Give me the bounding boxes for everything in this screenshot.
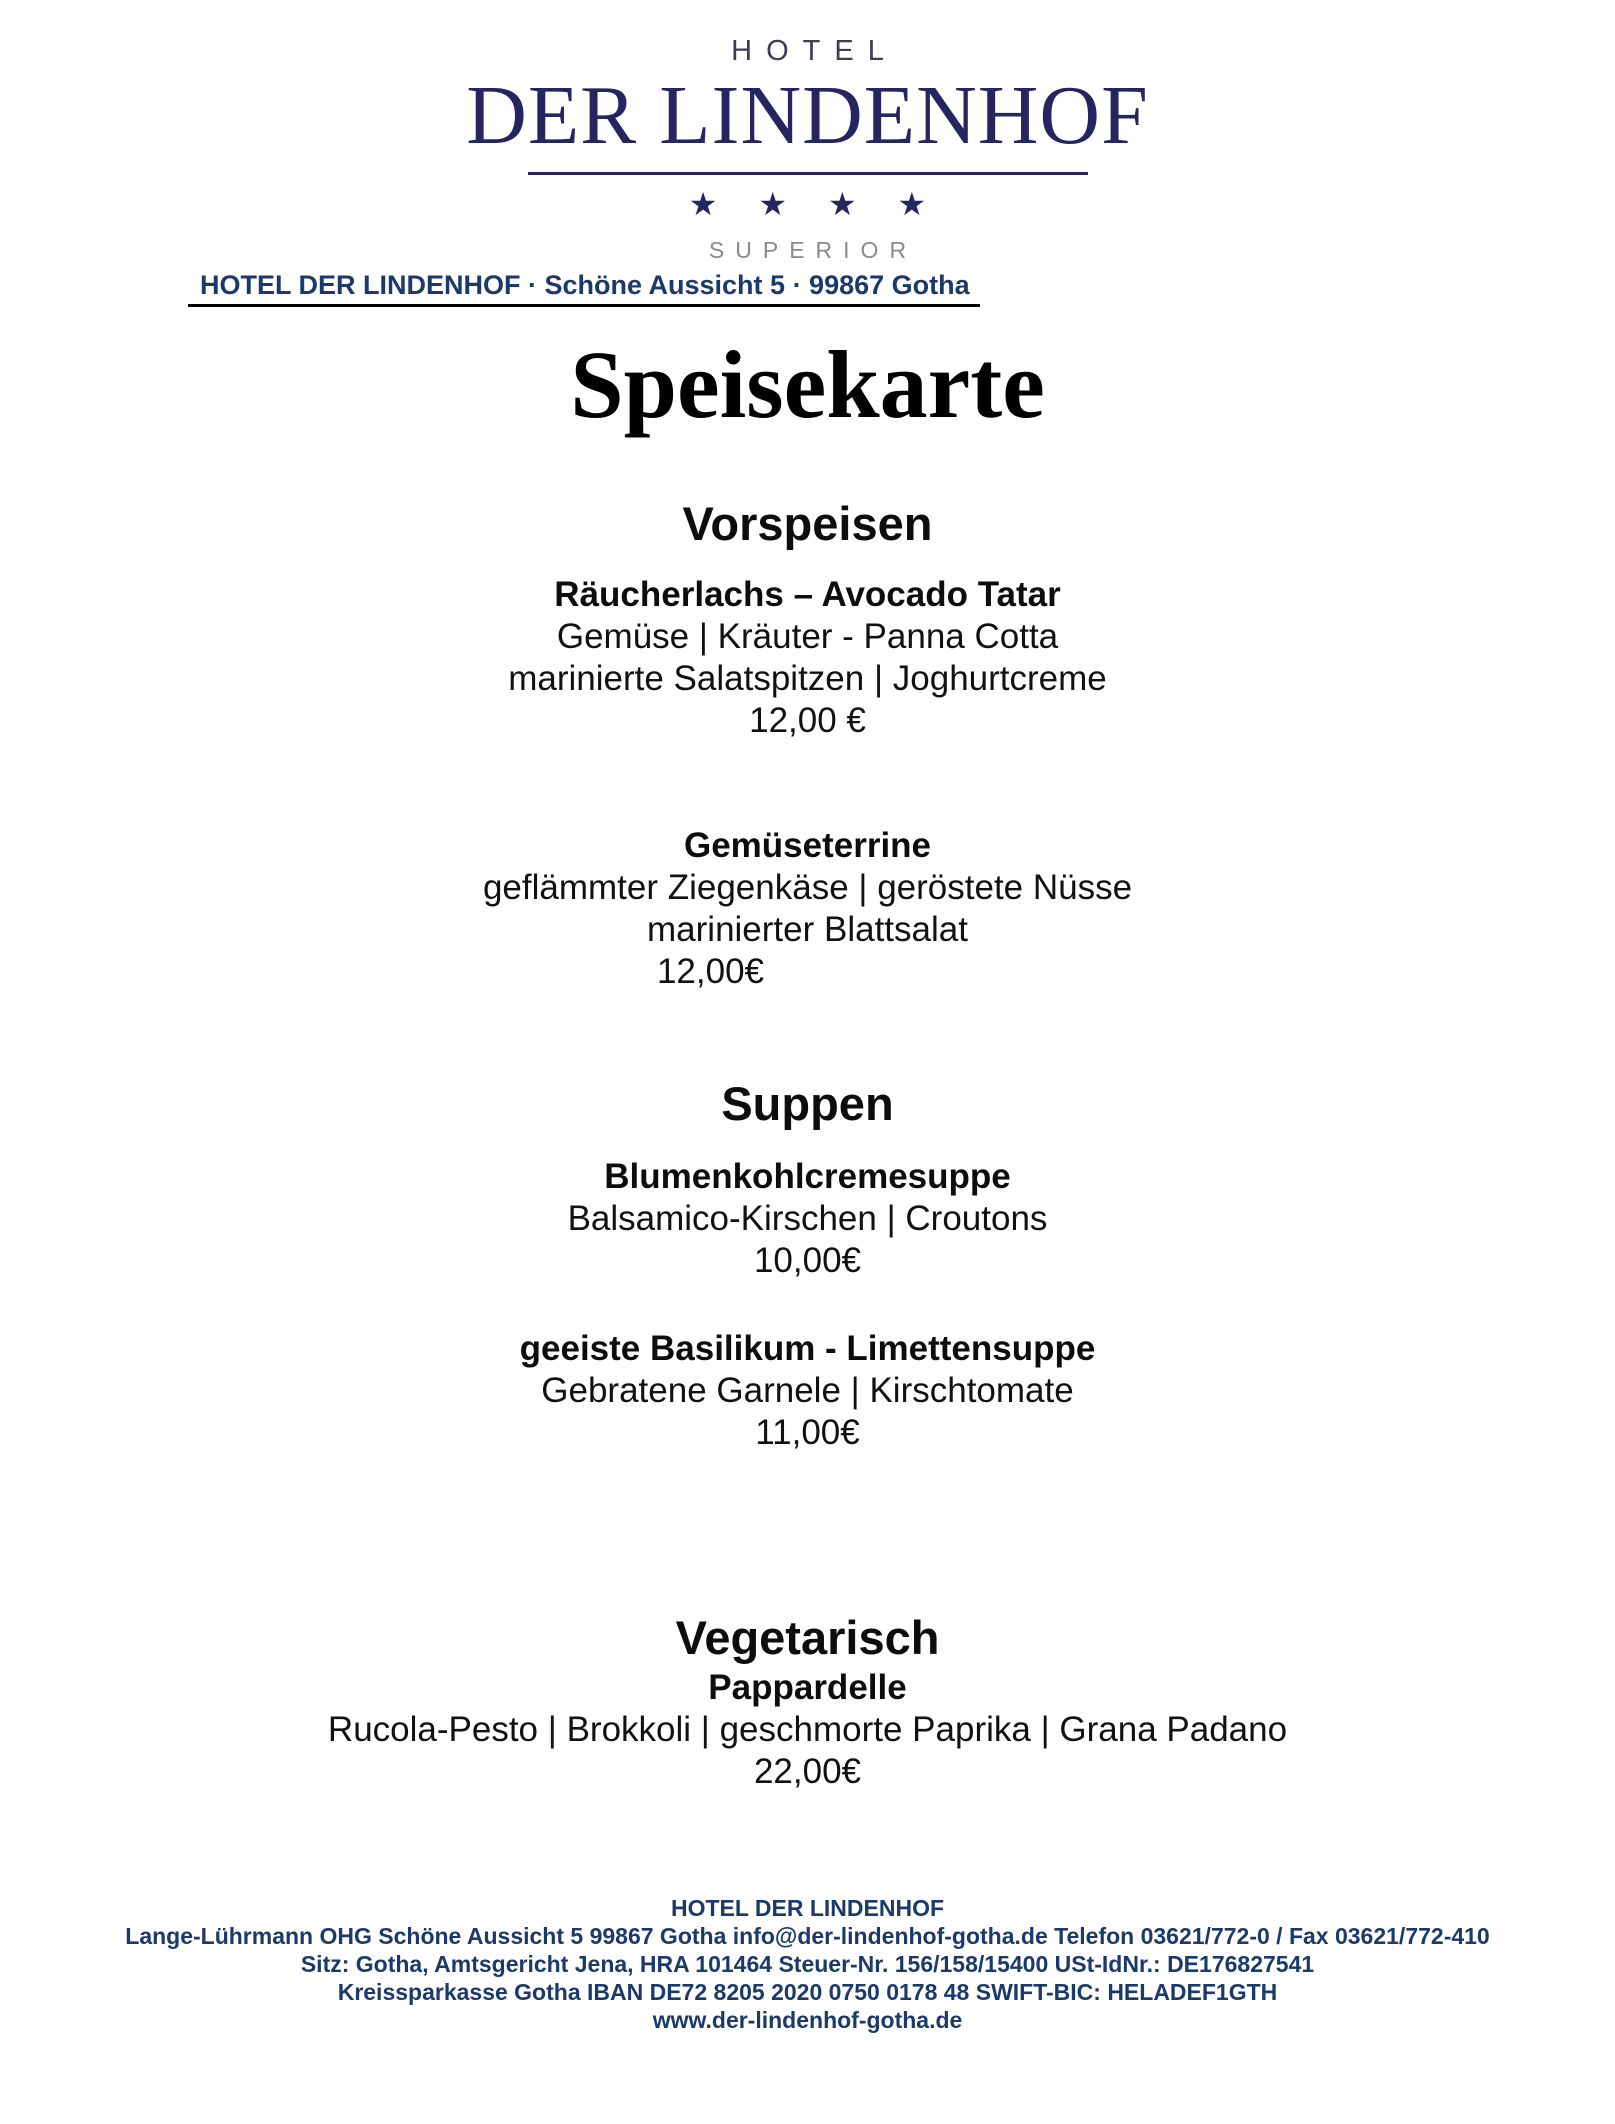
document-footer	[0, 1894, 1615, 2034]
menu-item-price: 10,00€	[753, 1241, 862, 1280]
footer-bank-line: Kreissparkasse Gotha IBAN DE72 8205 2020 0750 0178 48 SWIFT-BIC: HELADEF1GTH	[337, 1979, 1278, 2005]
hotel-logo	[0, 34, 1615, 263]
logo-hotel-name: DER LINDENHOF	[466, 69, 1149, 162]
menu-page	[0, 34, 1615, 2124]
star-rating-icon: ★ ★ ★ ★	[688, 186, 943, 222]
menu-item-basilikum-limettensuppe	[0, 1328, 1615, 1454]
footer-website: www.der-lindenhof-gotha.de	[652, 2007, 963, 2033]
menu-item-pappardelle	[0, 1667, 1615, 1793]
logo-hotel-word: HOTEL	[731, 35, 898, 67]
menu-item-name: Gemüseterrine	[683, 826, 932, 865]
logo-underline	[528, 172, 1088, 175]
menu-item-raeucherlachs	[0, 574, 1615, 742]
footer-contact-line: Lange-Lührmann OHG Schöne Aussicht 5 99867 Gotha info@der-lindenhof-gotha.de Telefon 03621/772-0 / Fax 03621/772-410	[125, 1923, 1490, 1949]
menu-item-blumenkohlcremesuppe	[0, 1156, 1615, 1282]
menu-item-price: 12,00€	[656, 952, 765, 991]
menu-item-description: Balsamico-Kirschen | Croutons	[567, 1199, 1048, 1238]
menu-item-description: marinierte Salatspitzen | Joghurtcreme	[508, 659, 1107, 698]
menu-item-description: geflämmter Ziegenkäse | geröstete Nüsse	[482, 868, 1133, 907]
superior-label: SUPERIOR	[708, 237, 918, 263]
menu-body	[0, 497, 1615, 1793]
menu-item-description: Gebratene Garnele | Kirschtomate	[541, 1371, 1074, 1410]
menu-item-name: geeiste Basilikum - Limettensuppe	[519, 1329, 1096, 1368]
menu-item-description: Gemüse | Kräuter - Panna Cotta	[556, 617, 1059, 656]
menu-item-price: 22,00€	[753, 1752, 862, 1791]
menu-item-gemueseterrine	[0, 825, 1615, 993]
menu-item-name: Pappardelle	[708, 1668, 907, 1707]
footer-registry-line: Sitz: Gotha, Amtsgericht Jena, HRA 101464 Steuer-Nr. 156/158/15400 USt-IdNr.: DE176827541	[300, 1951, 1315, 1977]
menu-item-price: 12,00 €	[749, 701, 866, 740]
menu-item-name: Blumenkohlcremesuppe	[604, 1157, 1011, 1196]
address-banner-text: HOTEL DER LINDENHOF · Schöne Aussicht 5 · 99867 Gotha	[188, 269, 980, 307]
section-heading-suppen: Suppen	[721, 1077, 894, 1130]
menu-item-price: 11,00€	[755, 1413, 860, 1452]
section-heading-vegetarisch: Vegetarisch	[675, 1611, 940, 1664]
page-title: Speisekarte	[570, 331, 1045, 438]
footer-hotel-name: HOTEL DER LINDENHOF	[670, 1895, 945, 1921]
menu-item-description: marinierter Blattsalat	[647, 910, 968, 949]
menu-item-name: Räucherlachs – Avocado Tatar	[554, 575, 1061, 614]
menu-item-description: Rucola-Pesto | Brokkoli | geschmorte Paprika | Grana Padano	[327, 1710, 1288, 1749]
address-banner	[188, 269, 1615, 307]
section-heading-vorspeisen: Vorspeisen	[682, 497, 933, 550]
